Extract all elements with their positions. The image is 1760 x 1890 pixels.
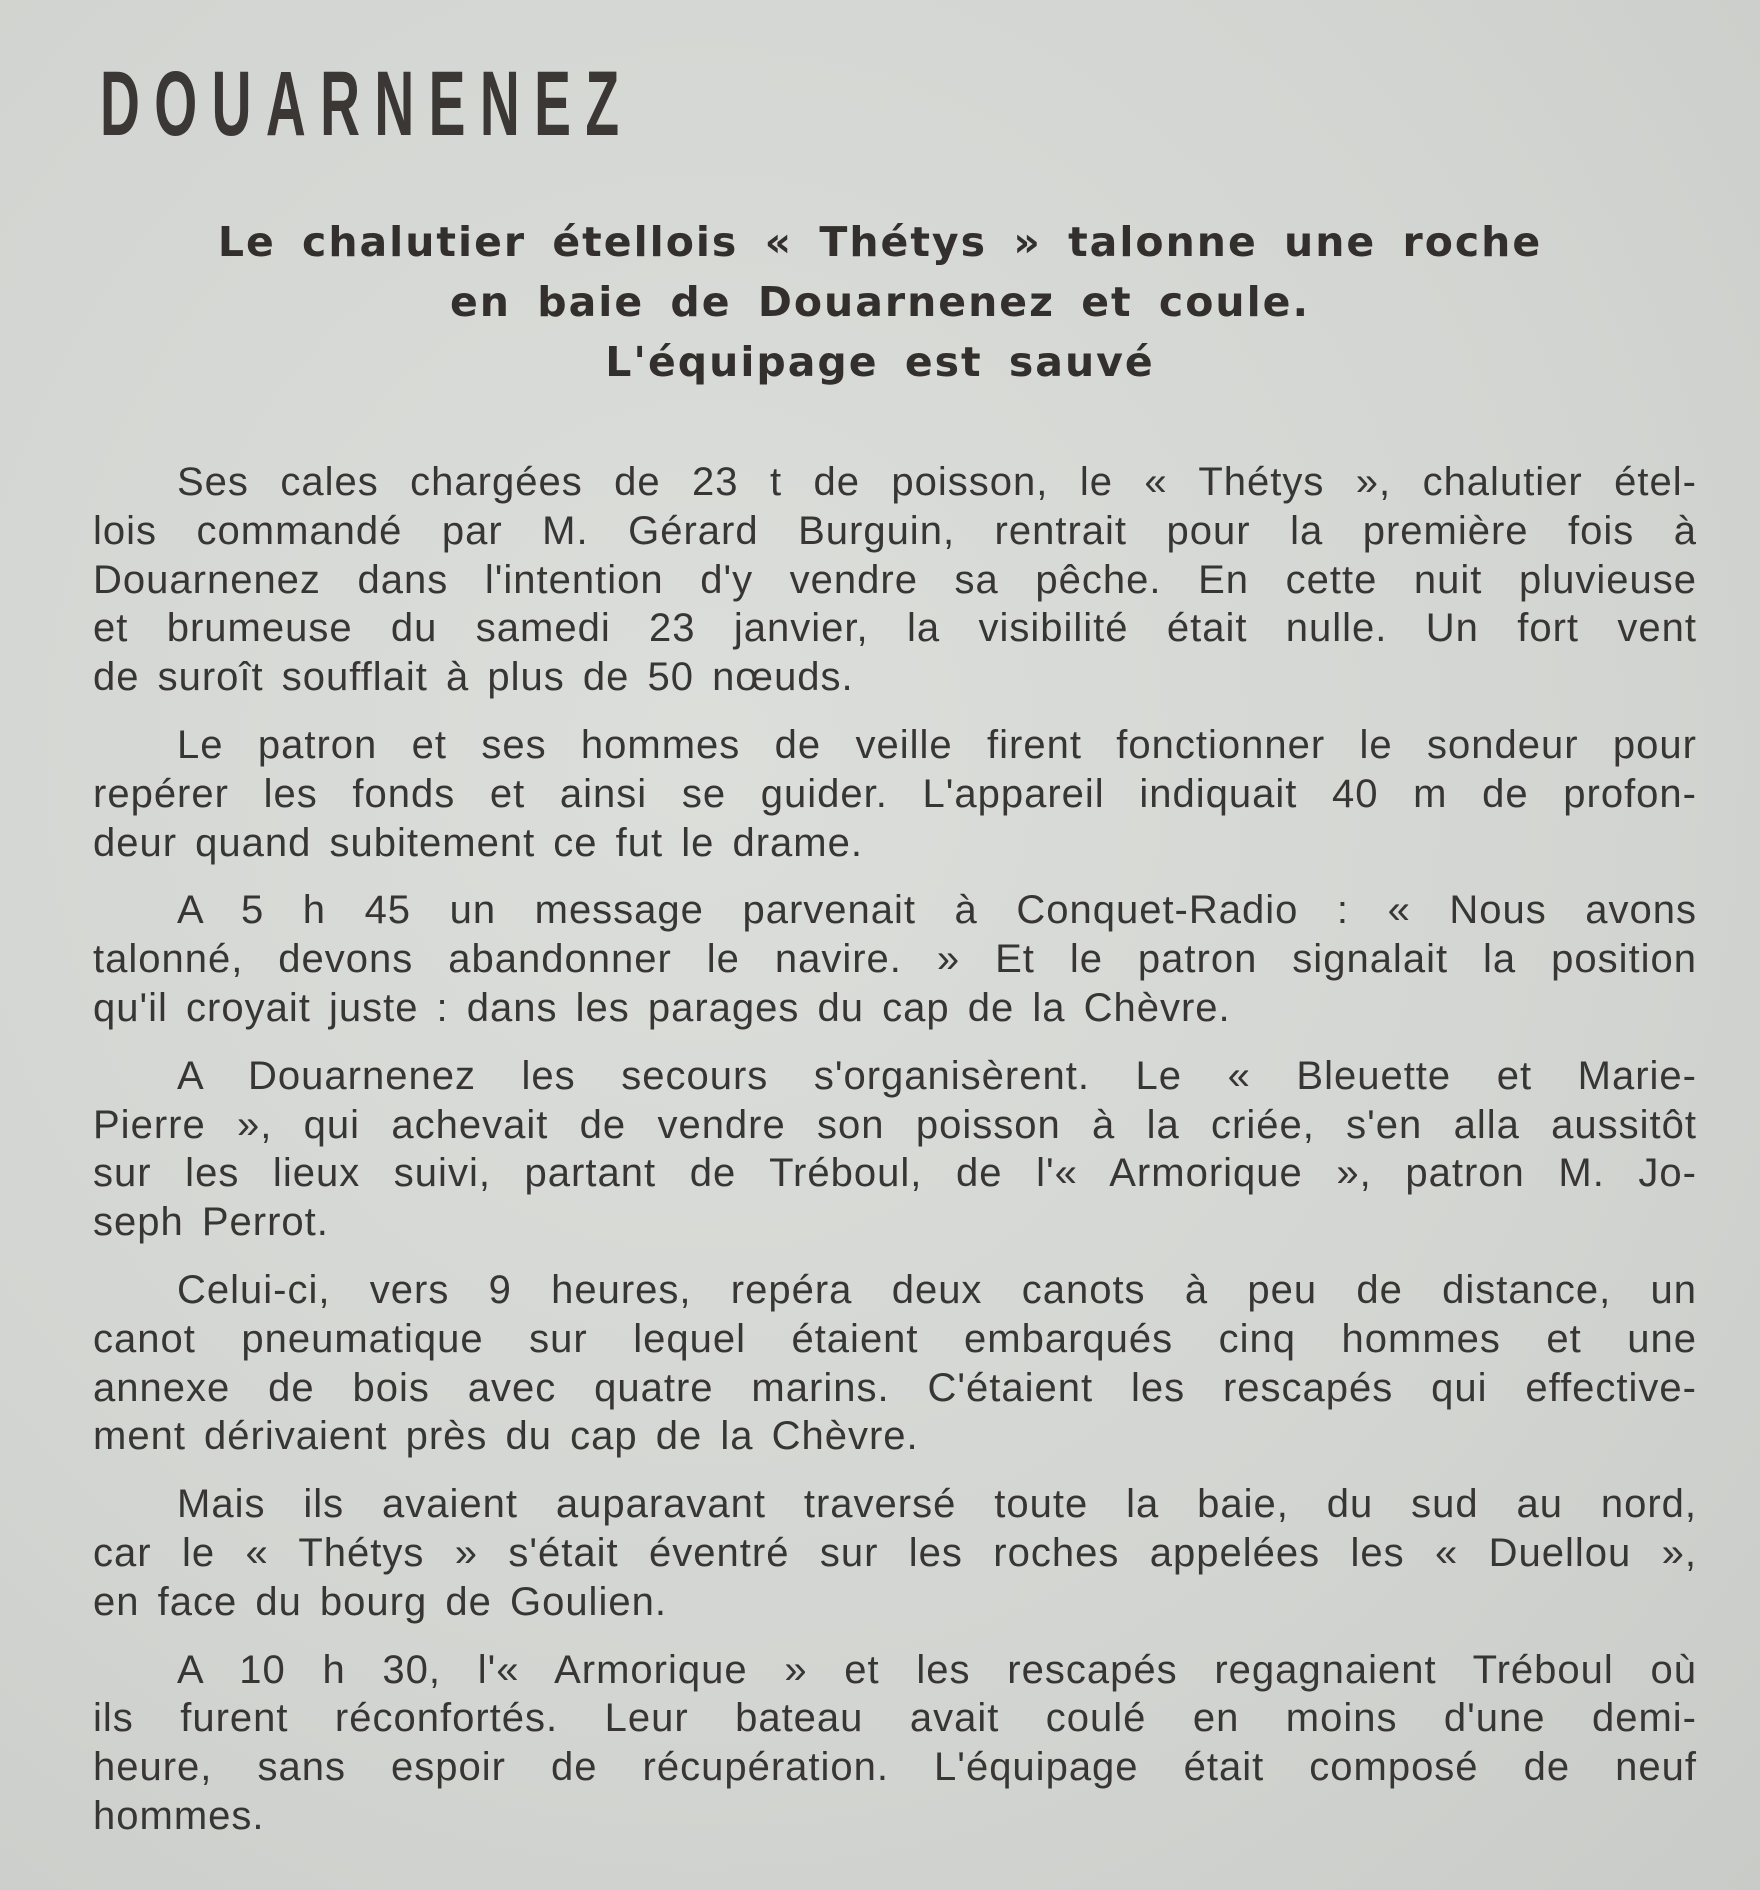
text-line: de suroît soufflait à plus de 50 nœuds.: [93, 655, 854, 700]
text-line: ment dérivaient près du cap de la Chèvre.: [93, 1414, 919, 1459]
text-line: annexe de bois avec quatre marins. C'étaient les rescapés qui effective-: [93, 1365, 1697, 1410]
headline-line: Le chalutier étellois « Thétys » talonne une roche: [217, 218, 1543, 266]
paragraph: [93, 1646, 1697, 1841]
text-line: sur les lieux suivi, partant de Tréboul, de l'« Armorique », patron M. Jo-: [93, 1151, 1697, 1196]
text-line: Mais ils avaient auparavant traversé toute la baie, du sud au nord,: [177, 1482, 1697, 1527]
text-line: lois commandé par M. Gérard Burguin, rentrait pour la première fois à: [93, 508, 1697, 553]
section-title: DOUARNENEZ: [100, 53, 634, 155]
text-line: heure, sans espoir de récupération. L'équipage était composé de neuf: [93, 1745, 1697, 1790]
paragraph: [93, 458, 1697, 702]
text-line: Celui-ci, vers 9 heures, repéra deux canots à peu de distance, un: [177, 1267, 1697, 1312]
text-line: canot pneumatique sur lequel étaient embarqués cinq hommes et une: [93, 1316, 1697, 1361]
paragraph: [93, 1266, 1697, 1461]
text-line: hommes.: [93, 1793, 265, 1838]
headline-line: en baie de Douarnenez et coule.: [449, 278, 1311, 326]
text-line: seph Perrot.: [93, 1200, 329, 1245]
text-line: talonné, devons abandonner le navire. » Et le patron signalait la position: [93, 937, 1697, 982]
text-line: en face du bourg de Goulien.: [93, 1579, 667, 1624]
text-line: A Douarnenez les secours s'organisèrent. Le « Bleuette et Marie-: [177, 1053, 1697, 1098]
article-headline: [170, 212, 1590, 392]
text-line: ils furent réconfortés. Leur bateau avait coulé en moins d'une demi-: [93, 1696, 1697, 1741]
text-line: Pierre », qui achevait de vendre son poisson à la criée, s'en alla aussitôt: [93, 1102, 1697, 1147]
paragraph: [93, 1052, 1697, 1247]
text-line: A 10 h 30, l'« Armorique » et les rescapés regagnaient Tréboul où: [177, 1647, 1697, 1692]
text-line: A 5 h 45 un message parvenait à Conquet-Radio : « Nous avons: [177, 888, 1697, 933]
paragraph: [93, 721, 1697, 867]
text-line: Le patron et ses hommes de veille firent fonctionner le sondeur pour: [177, 722, 1697, 767]
text-line: repérer les fonds et ainsi se guider. L'appareil indiquait 40 m de profon-: [93, 771, 1697, 816]
text-line: car le « Thétys » s'était éventré sur les roches appelées les « Duellou »,: [93, 1530, 1697, 1575]
text-line: Ses cales chargées de 23 t de poisson, le « Thétys », chalutier étel-: [177, 460, 1697, 504]
text-line: qu'il croyait juste : dans les parages du cap de la Chèvre.: [93, 985, 1231, 1030]
text-line: et brumeuse du samedi 23 janvier, la visibilité était nulle. Un fort vent: [93, 606, 1697, 651]
text-line: Douarnenez dans l'intention d'y vendre sa pêche. En cette nuit pluvieuse: [93, 557, 1697, 602]
paragraph: [93, 886, 1697, 1032]
text-line: deur quand subitement ce fut le drame.: [93, 820, 863, 865]
paragraph: [93, 1480, 1697, 1626]
headline-line: L'équipage est sauvé: [605, 338, 1155, 386]
article-body: [93, 458, 1697, 1860]
